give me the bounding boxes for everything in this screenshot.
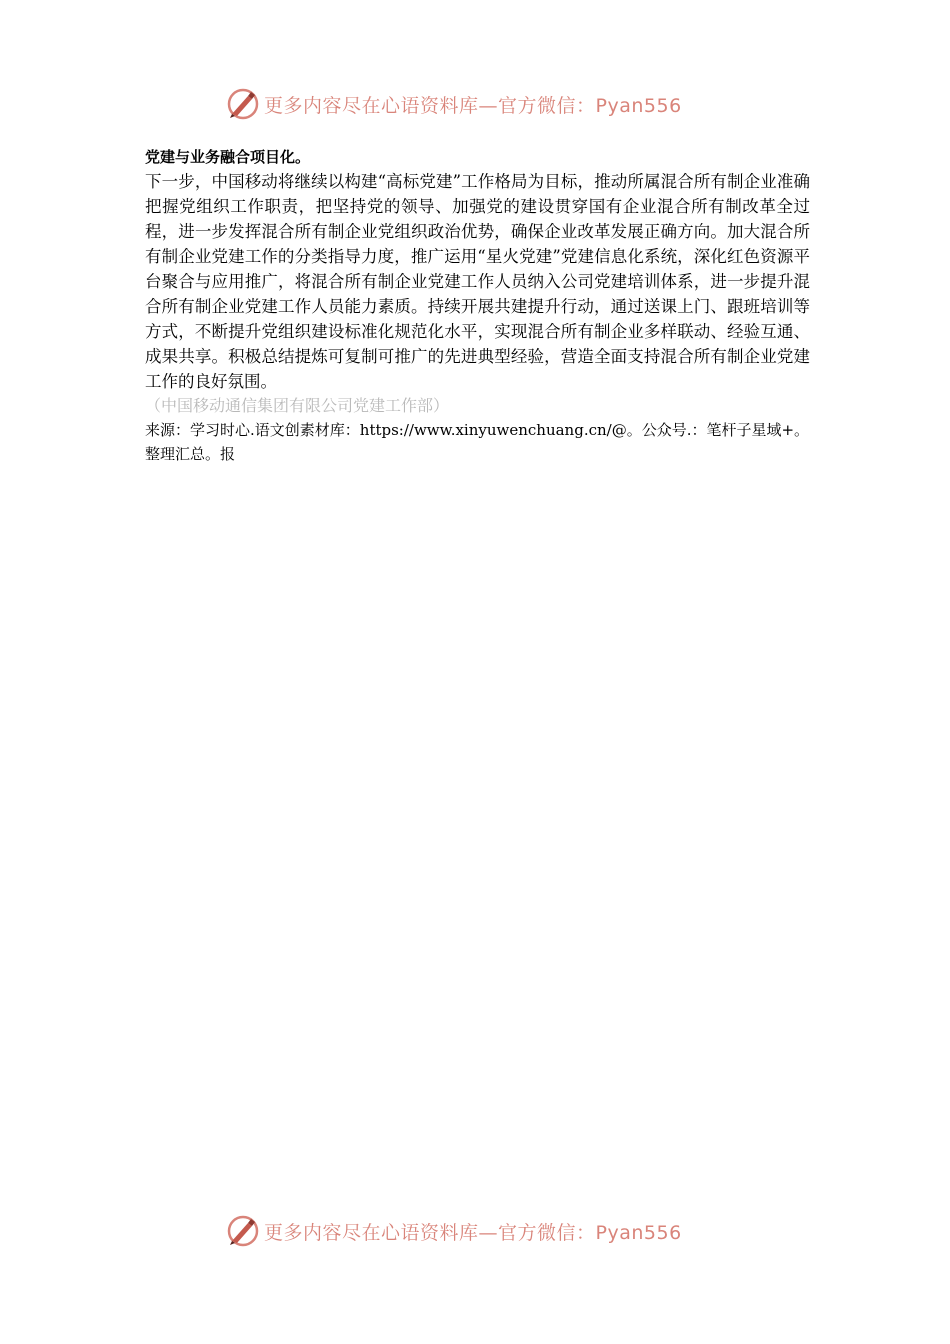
source-line — [145, 418, 810, 466]
article-paragraph: 下一步，中国移动将继续以构建“高标党建”工作格局为目标，推动所属混合所有制企业准确把握党组织工作职责，把坚持党的领导、加强党的建设贯穿国有企业混合所有制改革全过程，进一步发挥混合所有制企业党组织政治优势，确保企业改革发展正确方向。加大混合所有制企业党建工作的分类指导力度，推广运用“星火党建”党建信息化系统，深化红色资源平台聚合与应用推广，将混合所有制企业党建工作人员纳入公司党建培训体系，进一步提升混合所有制企业党建工作人员能力素质。持续开展共建提升行动，通过送课上门、跟班培训等方式，不断提升党组织建设标准化规范化水平，实现混合所有制企业多样联动、经验互通、成果共享。积极总结提炼可复制可推广的先进典型经验，营造全面支持混合所有制企业党建工作的良好氛围。 — [145, 172, 810, 391]
article — [145, 145, 810, 466]
banner-text: 更多内容尽在心语资料库—官方微信：Pyan556 — [264, 94, 682, 117]
wechat-handle: Pyan556 — [595, 94, 682, 117]
pen-logo-icon — [226, 87, 260, 121]
header-banner — [226, 84, 682, 124]
footer-banner — [226, 1211, 682, 1251]
pen-logo-icon — [226, 1214, 260, 1248]
source-prefix: 来源：学习时心.语文创素材库： — [145, 421, 360, 439]
wechat-handle: Pyan556 — [595, 1221, 682, 1244]
section-heading: 党建与业务融合项目化。 — [145, 148, 311, 166]
source-url: https://www.xinyuwenchuang.cn/@ — [359, 421, 627, 439]
source-organization: （中国移动通信集团有限公司党建工作部） — [145, 396, 450, 415]
source-suffix: 。公众号.：笔杆子星域+。整理汇总。报 — [145, 421, 810, 463]
banner-text: 更多内容尽在心语资料库—官方微信：Pyan556 — [264, 1221, 682, 1244]
